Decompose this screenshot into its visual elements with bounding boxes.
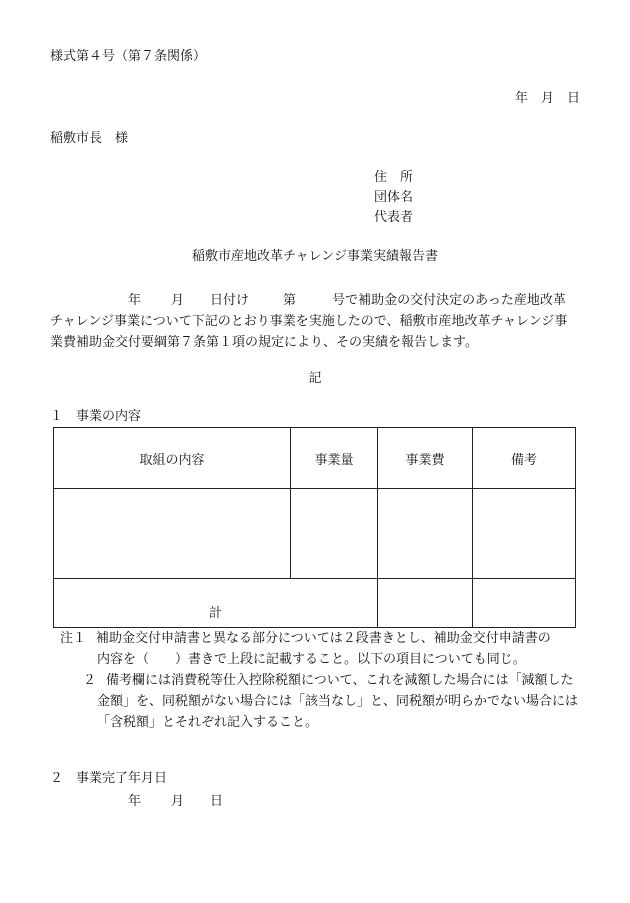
body-rest: 号で補助金の交付決定のあった産地改革 — [332, 293, 566, 308]
body-text — [50, 290, 585, 353]
body-cell-volume[interactable] — [290, 488, 378, 579]
note1-text-1: 補助金交付申請書と異なる部分については２段書きとし、補助金交付申請書の — [96, 631, 551, 646]
header-cell-volume — [290, 427, 378, 489]
note2-prefix: ２ — [83, 673, 97, 688]
body-line-1 — [50, 290, 585, 311]
note2-line1 — [60, 670, 590, 691]
header-content-label: 取組の内容 — [139, 452, 205, 468]
ki-heading: 記 — [308, 371, 322, 386]
header-volume-label: 事業量 — [314, 452, 354, 468]
body-month: 月 — [171, 293, 185, 308]
detail-table — [53, 427, 576, 628]
body-year: 年 — [128, 293, 142, 308]
note2-line2: 金額」を、同税額がない場合には「該当なし」と、同税額が明らかでない場合には — [97, 694, 579, 709]
sender-representative-label: 代表者 — [374, 210, 414, 225]
body-line-3: 業費補助金交付要綱第７条第１項の規定により、その実績を報告します。 — [50, 335, 478, 350]
note2-line3: 「含税額」とそれぞれ記入すること。 — [97, 715, 319, 730]
completion-year: 年 — [128, 794, 142, 809]
body-no: 第 — [283, 293, 297, 308]
note1-prefix: 注１ — [60, 631, 87, 646]
completion-day: 日 — [210, 794, 224, 809]
document-title: 稲敷市産地改革チャレンジ事業実績報告書 — [192, 249, 438, 264]
body-cell-content[interactable] — [53, 488, 291, 579]
total-cell-label — [53, 578, 378, 628]
sender-block — [374, 168, 413, 228]
section2-heading: ２ 事業完了年月日 — [50, 771, 168, 786]
body-cell-remarks[interactable] — [472, 488, 576, 579]
note1-line1 — [60, 628, 590, 649]
note1-line2: 内容を（ ）書きで上段に記載すること。以下の項目についても同じ。 — [97, 652, 526, 667]
body-date: 日付け — [210, 293, 250, 308]
form-number: 様式第４号（第７条関係） — [50, 49, 207, 64]
total-label: 計 — [208, 606, 222, 621]
header-remarks-label: 備考 — [510, 452, 537, 468]
addressee: 稲敷市長 様 — [50, 131, 129, 146]
section1-heading: １ 事業の内容 — [50, 409, 142, 424]
completion-date — [128, 793, 223, 811]
sender-address-label: 住 所 — [374, 170, 414, 185]
total-cell-cost[interactable] — [377, 578, 473, 628]
header-cell-cost — [377, 427, 473, 489]
header-cost-label: 事業費 — [405, 452, 445, 468]
header-cell-content — [53, 427, 291, 489]
body-cell-cost[interactable] — [377, 488, 473, 579]
notes — [60, 628, 590, 733]
note2-text-1: 備考欄には消費税等仕入控除税額について、これを減額した場合には「減額した — [106, 673, 574, 688]
date-line: 年 月 日 — [514, 91, 580, 106]
header-cell-remarks — [472, 427, 576, 489]
body-line-2: チャレンジ事業について下記のとおり事業を実施したので、稲敷市産地改革チャレンジ事 — [50, 314, 568, 329]
total-cell-remarks[interactable] — [472, 578, 576, 628]
completion-month: 月 — [171, 794, 185, 809]
sender-group-label: 団体名 — [374, 190, 414, 205]
